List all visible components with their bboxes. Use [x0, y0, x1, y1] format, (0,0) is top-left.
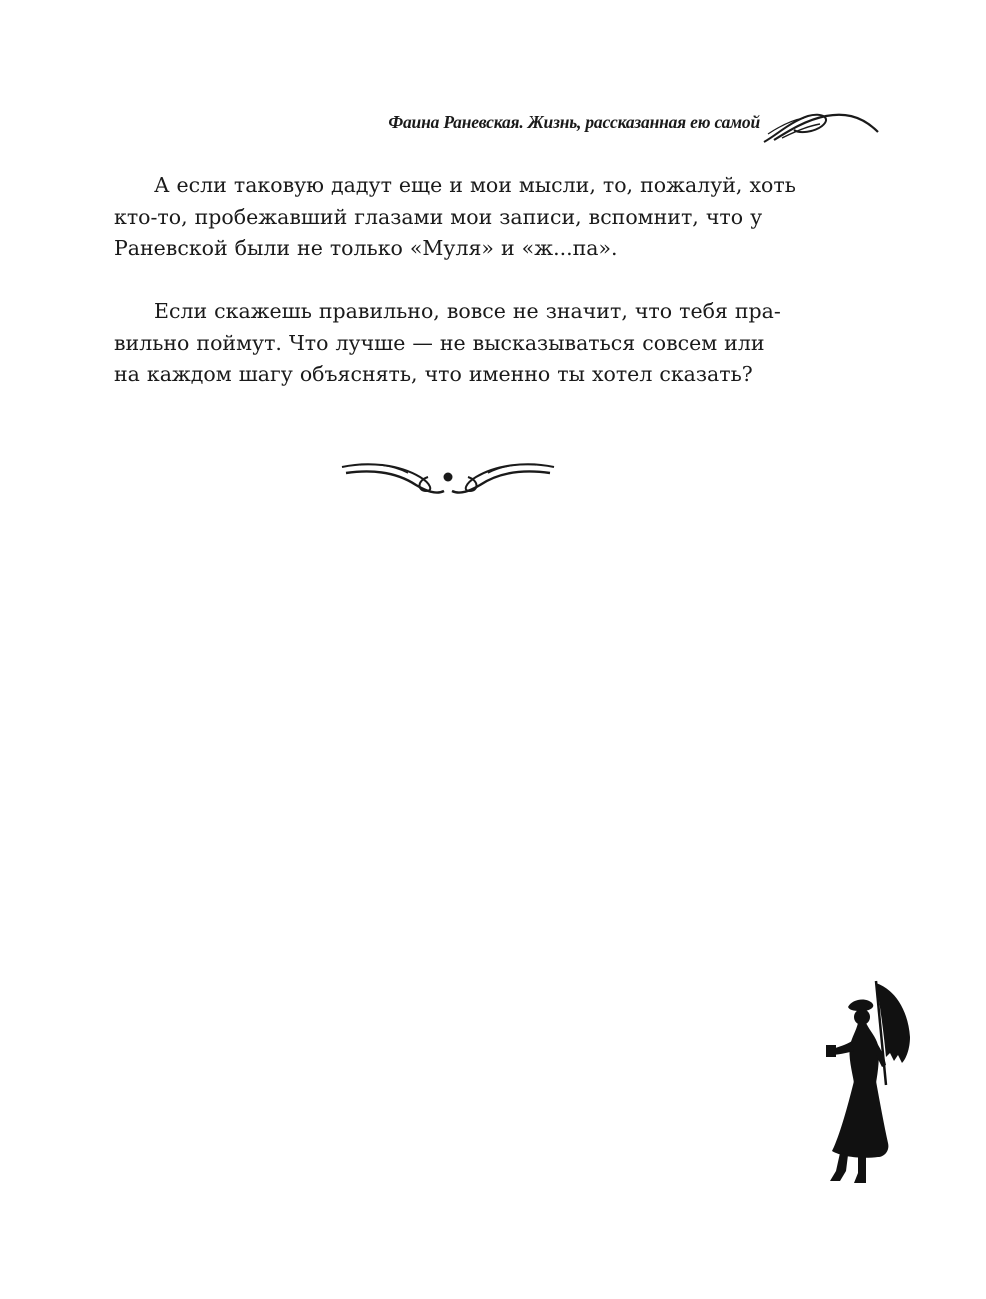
ornamental-divider-icon — [340, 455, 556, 499]
paragraph-line: на каждом шагу объяснять, что именно ты хотел сказать? — [114, 362, 753, 386]
woman-with-umbrella-silhouette — [818, 975, 918, 1187]
paragraph-line: Раневской были не только «Муля» и «ж...па». — [114, 236, 618, 260]
running-head: Фаина Раневская. Жизнь, рассказанная ею самой — [388, 112, 760, 132]
paragraph-2 — [114, 296, 804, 391]
paragraph-line: кто-то, пробежавший глазами мои записи, вспомнит, что у — [114, 204, 763, 229]
paragraph-1 — [114, 170, 804, 265]
paragraph-line: А если таковую дадут еще и мои мысли, то, пожалуй, хоть — [154, 173, 796, 197]
paragraph-line: вильно поймут. Что лучше — не высказываться совсем или — [114, 330, 765, 355]
paragraph-line: Если скажешь правильно, вовсе не значит, что тебя пра- — [154, 299, 781, 323]
swirl-flourish-icon — [760, 104, 882, 146]
